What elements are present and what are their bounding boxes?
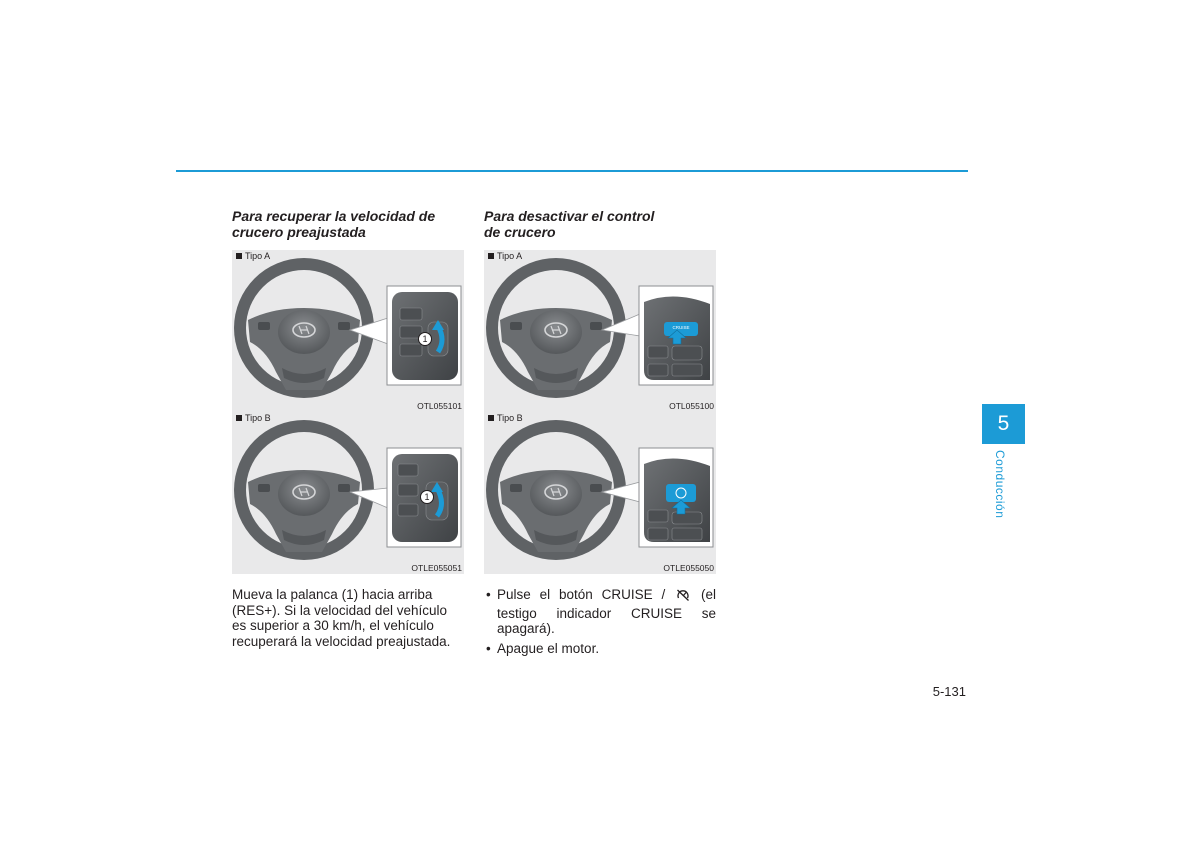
steering-wheel-illustration	[484, 250, 716, 412]
figure-variant-label	[488, 251, 522, 262]
resume-instructions	[232, 587, 464, 649]
callout-number: 1	[422, 334, 428, 344]
heading-line: Para desactivar el control	[484, 208, 655, 224]
section-heading-cancel	[484, 208, 654, 240]
figure-resume-type-a	[232, 250, 464, 412]
bullet-line: testigo indicador CRUISE se	[497, 605, 716, 621]
body-line: (RES+). Si la velocidad del vehículo	[232, 602, 447, 618]
cruise-button-label: CRUISE	[672, 325, 690, 330]
heading-line: Para recuperar la velocidad de	[232, 208, 436, 224]
page-number: 5-131	[932, 684, 966, 699]
figure-variant-label	[236, 413, 271, 424]
variant-text: Tipo A	[497, 251, 523, 261]
body-line: recuperará la velocidad preajustada.	[232, 633, 451, 649]
figure-variant-label	[236, 251, 270, 262]
variant-text: Tipo A	[245, 251, 271, 261]
figure-variant-label	[488, 413, 523, 424]
section-heading-resume	[232, 208, 435, 240]
callout-badge	[418, 332, 432, 346]
callout-number: 1	[424, 492, 430, 502]
steering-wheel-illustration	[232, 250, 464, 412]
figure-resume-type-b	[232, 412, 464, 574]
figure-cancel-type-b	[484, 412, 716, 574]
list-item	[484, 587, 716, 637]
bullet-text: Pulse el botón CRUISE /	[497, 587, 666, 602]
heading-line: de crucero	[484, 224, 556, 240]
cancel-instructions	[484, 587, 716, 656]
steering-wheel-illustration	[484, 412, 716, 574]
figure-code: OTL055100	[669, 401, 714, 411]
bullet-line	[497, 587, 716, 606]
cruise-indicator-icon	[676, 588, 690, 606]
variant-text: Tipo B	[497, 413, 523, 423]
list-item	[484, 641, 716, 657]
figure-code: OTLE055051	[411, 563, 462, 573]
bullet-text: Apague el motor.	[497, 640, 600, 656]
figure-code: OTL055101	[417, 401, 462, 411]
bullet-text: (el	[700, 587, 716, 602]
variant-text: Tipo B	[245, 413, 271, 423]
figure-cancel-type-a	[484, 250, 716, 412]
chapter-title: Conducción	[993, 450, 1007, 519]
body-line: es superior a 30 km/h, el vehículo	[232, 618, 434, 633]
header-rule	[176, 170, 968, 172]
figure-code: OTLE055050	[663, 563, 714, 573]
body-line: Mueva la palanca (1) hacia arriba	[232, 587, 433, 602]
callout-badge	[420, 490, 434, 504]
chapter-number-tab: 5	[982, 404, 1025, 444]
bullet-line: apagará).	[497, 621, 555, 636]
heading-line: crucero preajustada	[232, 224, 366, 240]
